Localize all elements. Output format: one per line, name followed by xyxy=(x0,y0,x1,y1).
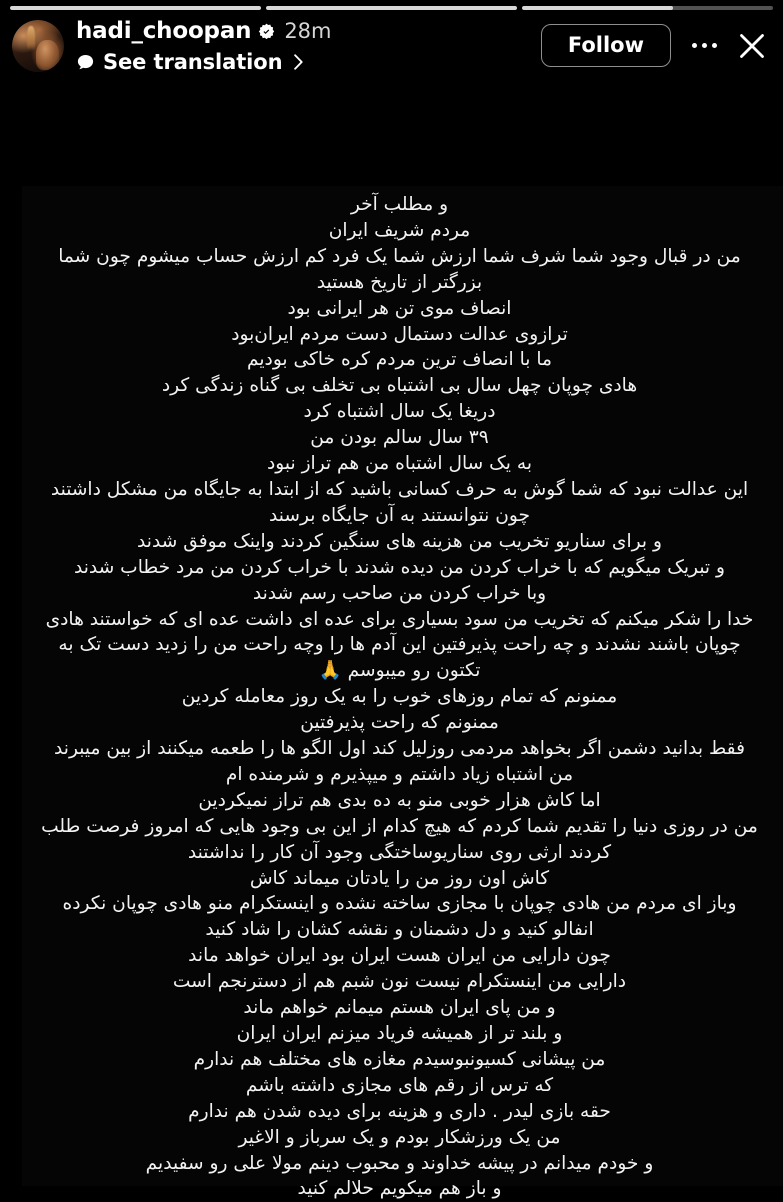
story-text-line: ممنونم که تمام روزهای خوب را به یک روز معامله کردین xyxy=(181,686,618,708)
story-text-line: دارایی من اینستکرام نیست نون شبم هم از دسترنجم است xyxy=(172,971,627,993)
story-header xyxy=(0,18,783,90)
close-x-icon[interactable] xyxy=(737,31,767,61)
story-text-line: ۳۹ سال سالم بودن من xyxy=(310,427,489,449)
story-text-line: و برای سناریو تخریب من هزینه های سنگین کردند واینک موفق شدند xyxy=(137,530,662,552)
story-text-panel xyxy=(22,186,783,1200)
more-options-icon[interactable] xyxy=(689,32,719,60)
story-text-line: که ترس از رقم های مجازی داشته باشم xyxy=(245,1074,554,1096)
story-text-line: هادی چوپان چهل سال بی اشتباه بی تخلف بی گناه زندگی کرد xyxy=(161,375,638,397)
story-text-line: و خودم میدانم در پیشه خداوند و محبوب دینم مولا علی رو سفیدیم xyxy=(145,1152,654,1174)
story-text-line: خدا را شکر میکنم که تخریب من سود بسیاری برای عده ای داشت عده ای که خواستند هادی xyxy=(45,608,754,630)
story-text-line: مردم شریف ایران xyxy=(328,219,471,241)
progress-segment-fill xyxy=(522,6,673,10)
story-text-line: این عدالت نبود که شما گوش به حرف کسانی باشید که از ابتدا به جایگاه من مشکل داشتند xyxy=(50,478,749,500)
story-text-line: و من پای ایران هستم میمانم خواهم ماند xyxy=(243,997,556,1019)
progress-segment[interactable] xyxy=(266,6,517,10)
more-dot xyxy=(702,43,707,48)
story-text-line: چوپان باشند نشدند و چه راحت پذیرفتین این آدم ها را وچه راحت من را زدید دست تک به xyxy=(58,634,741,656)
story-text-content xyxy=(22,192,777,1202)
story-text-line: انفالو کنید و دل دشمنان و نقشه کشان را شاد کنید xyxy=(205,919,594,941)
story-text-line: اما کاش هزار خوبی منو به ده بدی هم تراز نمیکردین xyxy=(198,789,601,811)
avatar[interactable] xyxy=(12,20,64,72)
story-text-line: من در قبال وجود شما شرف شما ارزش شما یک فرد کم ارزش حساب میشوم چون شما xyxy=(58,245,741,267)
timestamp-label: 28m xyxy=(284,19,332,43)
story-text-line: ممنونم که راحت پذیرفتین xyxy=(300,712,499,734)
see-translation-button[interactable] xyxy=(76,50,541,74)
story-text-line: و باز هم میکویم حلالم کنید xyxy=(297,1178,502,1200)
progress-segment-fill xyxy=(10,6,261,10)
avatar-image xyxy=(12,20,64,72)
story-text-line: بزرگتر از تاریخ هستید xyxy=(316,271,483,293)
chevron-right-icon xyxy=(292,54,305,70)
story-text-line: کاش اون روز من را یادتان میماند کاش xyxy=(249,867,550,889)
story-text-line: وبا خراب کردن من صاحب رسم شدند xyxy=(252,582,547,604)
story-text-line: ترازوی عدالت دستمال دست مردم ایران‌بود xyxy=(231,323,568,345)
story-text-line: ما با انصاف ترین مردم کره خاکی بودیم xyxy=(247,349,552,371)
story-text-line: و مطلب آخر xyxy=(350,194,449,215)
speech-bubble-icon xyxy=(76,53,95,72)
more-dot xyxy=(712,43,717,48)
see-translation-label: See translation xyxy=(103,50,283,74)
story-text-line: وباز ای مردم من هادی چوپان با مجازی ساخته نشده و اینستکرام منو هادی چوپان نکرده xyxy=(62,893,737,915)
progress-segment-fill xyxy=(266,6,517,10)
story-text-line: من پیشانی کسیونبوسیدم مغازه های مختلف هم ندارم xyxy=(193,1048,606,1070)
story-text-line: انصاف موی تن هر ایرانی بود xyxy=(287,297,512,319)
story-text-line: حقه بازی لیدر . داری و هزینه برای دیده شدن هم ندارم xyxy=(188,1100,611,1122)
progress-segment[interactable] xyxy=(522,6,773,10)
verified-badge-icon xyxy=(258,23,275,40)
progress-segment[interactable] xyxy=(10,6,261,10)
story-text-line: دریغا یک سال اشتباه کرد xyxy=(303,401,496,423)
more-dot xyxy=(692,43,697,48)
header-text-group xyxy=(76,18,541,74)
header-actions xyxy=(541,24,769,67)
username-label[interactable]: hadi_choopan xyxy=(76,18,252,44)
story-text-line: فقط بدانید دشمن اگر بخواهد مردمی روزلیل کند اول الگو ها را طعمه میکنند از بین میبرند xyxy=(54,738,745,760)
story-text-line: من یک ورزشکار بودم و یک سرباز و الاغیر xyxy=(238,1126,561,1148)
story-text-line: و بلند تر از همیشه فریاد میزنم ایران ایران xyxy=(236,1023,563,1044)
story-text-line: و تبریک میگویم که با خراب کردن من دیده شدند با خراب کردن من مرد خطاب شدند xyxy=(74,556,725,578)
follow-button[interactable]: Follow xyxy=(541,24,671,67)
story-text-line: من در روزی دنیا را تقدیم شما کردم که هیچ کدام از این بی وجود هایی که امروز فرصت طلب xyxy=(41,815,758,837)
story-text-line: چون دارایی من ایران هست ایران بود ایران خواهد ماند xyxy=(188,945,611,967)
story-text-line: کردند ارثی روی سناریوساختگی وجود آن کار را نداشتند xyxy=(187,841,612,863)
story-text-line: من اشتباه زیاد داشتم و میپذیرم و شرمنده ام xyxy=(225,763,574,785)
story-text-line: چون نتوانستند به آن جایگاه برسند xyxy=(269,504,530,526)
story-text-line: به یک سال اشتباه من هم تراز نبود xyxy=(266,453,532,475)
story-progress-bar xyxy=(10,6,773,10)
username-row xyxy=(76,20,541,43)
story-text-line: تکتون رو میبوسم 🙏 xyxy=(318,660,481,682)
